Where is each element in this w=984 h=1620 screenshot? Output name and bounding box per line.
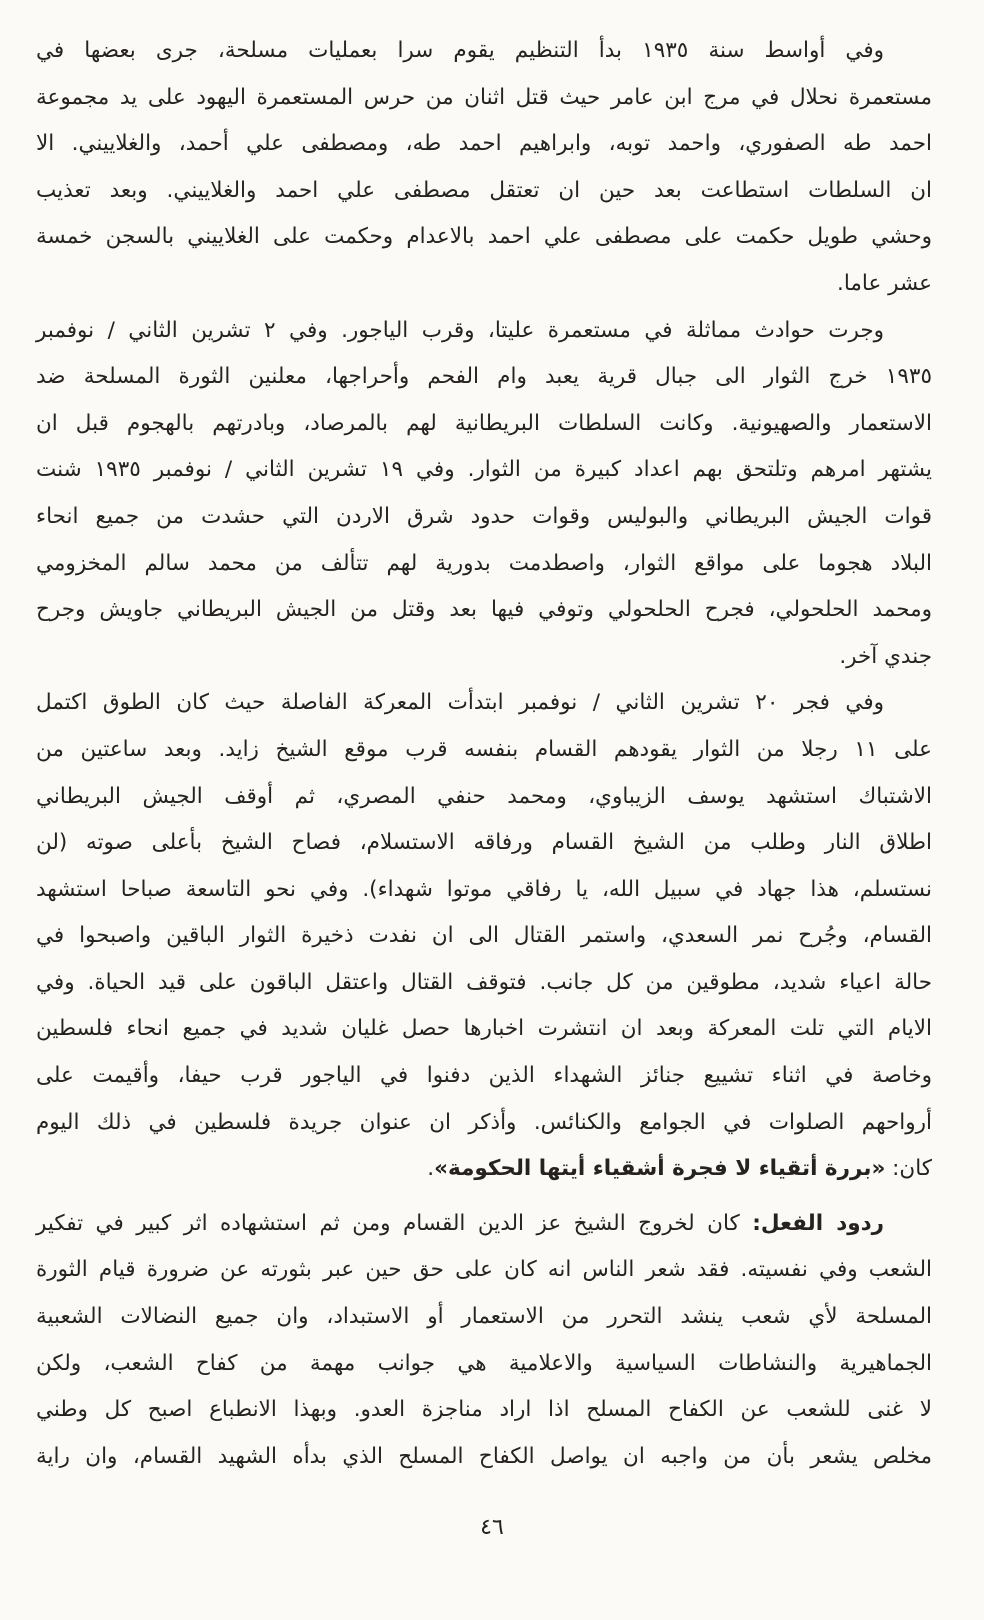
paragraph-3	[36, 680, 932, 1193]
text-line: جندي آخر.	[839, 643, 932, 669]
text-line: حالة اعياء شديد، مطوقين من كل جانب. فتوقف القتال واعتقل الباقون على قيد الحياة. وفي	[36, 969, 932, 995]
text-line: اطلاق النار وطلب من الشيخ القسام ورفاقه الاستسلام، فصاح الشيخ بأعلى صوته (لن	[36, 830, 932, 856]
text-line: مستعمرة نحلال في مرج ابن عامر حيث قتل اثنان من حرس المستعمرة اليهود على يد مجموعة	[36, 84, 932, 110]
text-line: عشر عاما.	[837, 270, 932, 296]
text-line: لا غنى للشعب عن الكفاح المسلح اذا اراد مناجزة العدو. وبهذا الانطباع اصبح كل وطني	[36, 1397, 932, 1423]
text-fragment: كان لخروج الشيخ عز الدين القسام ومن ثم استشهاده اثر كبير في تفكير	[36, 1210, 753, 1236]
text-line: وفي فجر ٢٠ تشرين الثاني / نوفمبر ابتدأت المعركة الفاصلة حيث كان الطوق اكتمل	[36, 690, 884, 716]
text-line: وخاصة في اثناء تشييع جنائز الشهداء الذين دفنوا في الياجور قرب حيفا، وأقيمت على	[36, 1063, 932, 1089]
section-heading: ردود الفعل:	[752, 1210, 884, 1236]
text-line: الاستعمار والصهيونية. وكانت السلطات البريطانية لهم بالمرصاد، وبادرتهم بالهجوم قبل ان	[36, 410, 932, 436]
text-line: على ١١ رجلا من الثوار يقودهم القسام بنفسه قرب موقع الشيخ زايد. وبعد ساعتين من	[36, 736, 932, 762]
text-line: مخلص يشعر بأن من واجبه ان يواصل الكفاح المسلح الذي بدأه الشهيد القسام، وان راية	[36, 1443, 932, 1469]
text-line: المسلحة لأي شعب ينشد التحرر من الاستعمار أو الاستبداد، وان جميع النضالات الشعبية	[36, 1304, 932, 1330]
text-line	[36, 1201, 932, 1248]
text-line: قوات الجيش البريطاني والبوليس وقوات حدود شرق الاردن التي حشدت من جميع انحاء	[36, 503, 932, 529]
paragraph-4	[36, 1201, 932, 1481]
text-line: ١٩٣٥ خرج الثوار الى جبال قرية يعبد وام الفحم وأحراجها، معلنين الثورة المسلحة ضد	[36, 364, 932, 390]
text-line: الايام التي تلت المعركة وبعد ان انتشرت اخبارها حصل غليان شديد في جميع انحاء فلسطين	[36, 1016, 932, 1042]
text-line: وحشي طويل حكمت على مصطفى علي احمد بالاعدام وحكمت على الغلاييني بالسجن خمسة	[36, 224, 932, 250]
text-line: القسام، وجُرح نمر السعدي، واستمر القتال الى ان نفدت ذخيرة الثوار الباقين واصبحوا في	[36, 923, 932, 949]
text-line: ومحمد الحلحولي، فجرح الحلحولي وتوفي فيها بعد وقتل من الجيش البريطاني جاويش وجرح	[36, 597, 932, 623]
text-fragment: .	[427, 1156, 435, 1182]
book-page-text	[36, 28, 932, 1480]
text-line: الاشتباك استشهد يوسف الزيباوي، ومحمد حنفي المصري، ثم أوقف الجيش البريطاني	[36, 783, 932, 809]
paragraph-1	[36, 28, 932, 308]
text-line: الجماهيرية والنشاطات السياسية والاعلامية هي جوانب مهمة من كفاح الشعب، ولكن	[36, 1350, 932, 1376]
text-line: نستسلم، هذا جهاد في سبيل الله، يا رفاقي موتوا شهداء). وفي نحو التاسعة صباحا استشهد	[36, 876, 932, 902]
text-line: ان السلطات استطاعت بعد حين ان تعتقل مصطفى علي احمد والغلاييني. وبعد تعذيب	[36, 177, 932, 203]
text-line: وجرت حوادث مماثلة في مستعمرة عليتا، وقرب الياجور. وفي ٢ تشرين الثاني / نوفمبر	[36, 317, 884, 343]
page-number: ٤٦	[480, 1515, 504, 1540]
text-line: وفي أواسط سنة ١٩٣٥ بدأ التنظيم يقوم سرا بعمليات مسلحة، جرى بعضها في	[36, 38, 884, 63]
paragraph-2	[36, 308, 932, 681]
text-line	[36, 1146, 932, 1193]
text-line: الشعب وفي نفسيته. فقد شعر الناس انه كان على حق حين عبر بثورته عن ضرورة قيام الثورة	[36, 1257, 932, 1283]
newspaper-headline-quote: «بررة أتقياء لا فجرة أشقياء أيتها الحكومة»	[434, 1156, 886, 1182]
text-line: أرواحهم الصلوات في الجوامع والكنائس. وأذكر ان عنوان جريدة فلسطين في ذلك اليوم	[36, 1109, 932, 1135]
text-line: البلاد هجوما على مواقع الثوار، واصطدمت بدورية لهم تتألف من محمد سالم المخزومي	[36, 550, 932, 576]
text-line: احمد طه الصفوري، واحمد توبه، وابراهيم احمد طه، ومصطفى علي أحمد، والغلاييني. الا	[36, 131, 932, 157]
text-fragment: كان:	[885, 1156, 932, 1182]
text-line: يشتهر امرهم وتلتحق بهم اعداد كبيرة من الثوار. وفي ١٩ تشرين الثاني / نوفمبر ١٩٣٥ شنت	[36, 457, 932, 483]
